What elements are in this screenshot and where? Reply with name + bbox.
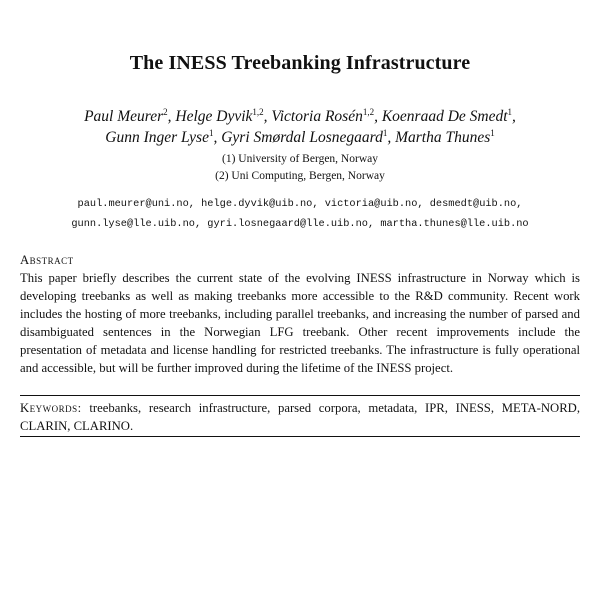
author-affiliation-mark: 1,2	[252, 106, 264, 117]
author-affiliation-mark: 2	[163, 106, 168, 117]
affiliation: (2) Uni Computing, Bergen, Norway	[215, 170, 385, 182]
author-name: Martha Thunes	[395, 129, 491, 146]
author-name: Gunn Inger Lyse	[105, 129, 209, 146]
author-affiliation-mark: 1	[208, 127, 214, 138]
keywords-label: Keywords:	[20, 401, 82, 415]
author-list: Paul Meurer$^2$, Helge Dyvik$^{1,2}$, Victoria Rosén$^{1,2}$, Koenraad De Smedt$^1$, Gunn Inger Lyse$^1$, Gyri Smørdal Losnegaard$^1$, Martha Thunes$^1$	[84, 106, 516, 146]
section-divider	[20, 436, 580, 437]
author-affiliation-mark: 1	[382, 127, 388, 138]
email-line: paul.meurer@uni.no, helge.dyvik@uib.no, victoria@uib.no, desmedt@uib.no,	[77, 198, 523, 210]
section-divider	[20, 395, 580, 396]
author-name: Victoria Rosén	[271, 108, 363, 125]
abstract-section	[20, 251, 580, 377]
keywords-text: treebanks, research infrastructure, parsed corpora, metadata, IPR, INESS, META-NORD, CLARIN, CLARINO.	[20, 401, 580, 433]
email-line: gunn.lyse@lle.uib.no, gyri.losnegaard@lle.uib.no, martha.thunes@lle.uib.no	[71, 218, 529, 230]
author-name: Paul Meurer	[84, 108, 164, 125]
author-affiliation-mark: 1	[507, 106, 513, 117]
abstract-body: This paper briefly describes the current state of the evolving INESS infrastructure in Norway which is developing treebanks as well as making treebanks more accessible to the R&D community. Recent work includes the hosting of more treebanks, including parallel treebanks, and increasing the number of parsed and disambiguated sentences in the Norwegian LFG treebank. Other recent improvements include the presentation of metadata and license handling for restricted treebanks. The infrastructure is fully operational and accessible, but will be further improved during the lifetime of the INESS project.	[20, 271, 580, 375]
email-list	[10, 194, 590, 234]
author-name: Helge Dyvik	[175, 108, 253, 125]
abstract-heading: Abstract	[20, 253, 74, 267]
author-affiliation-mark: 1,2	[362, 106, 375, 117]
author-name: Koenraad De Smedt	[381, 108, 508, 125]
keywords-section	[20, 399, 580, 435]
author-name: Gyri Smørdal Losnegaard	[221, 129, 383, 146]
author-affiliation-mark: 1	[490, 127, 495, 138]
paper-title: The INESS Treebanking Infrastructure	[129, 52, 471, 74]
affiliation: (1) University of Bergen, Norway	[222, 153, 378, 165]
affiliation-list	[0, 151, 600, 185]
